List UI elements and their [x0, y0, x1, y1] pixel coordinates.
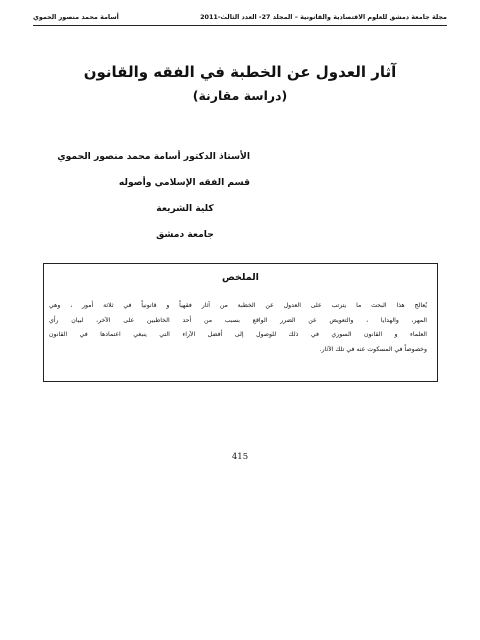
running-header: [33, 13, 447, 25]
header-author-name: أسامة محمد منصور الحموي: [33, 13, 119, 21]
journal-citation: مجلة جامعة دمشق للعلوم الاقتصادية والقانونية – المجلد 27- العدد الثالث-2011: [200, 13, 447, 21]
author-department: قسم الفقه الإسلامي وأصوله: [118, 177, 250, 188]
paper-subtitle: (دراسة مقارنة): [192, 88, 288, 103]
author-affiliation-block: [57, 150, 250, 254]
paper-title: آثار العدول عن الخطبة في الفقه والقانون: [83, 63, 397, 81]
author-faculty: كلية الشريعة: [156, 203, 214, 214]
abstract-heading: الملخص: [222, 272, 259, 283]
page-number: 415: [231, 452, 249, 462]
header-rule: [33, 25, 447, 26]
abstract-line: المهر، والهدايا ، والتعويض عن الضرر الواقع بسبب من أحد الخاطبين على الآخر، لبيان رأي: [49, 316, 427, 324]
abstract-text: [49, 299, 427, 357]
abstract-line: يُعالج هذا البحث ما يترتب على العدول عن الخطبة من آثار فقهياً و قانونياً في ثلاثة أمور ، وهي: [49, 302, 427, 309]
abstract-box: [43, 263, 438, 382]
abstract-line: العلماء و القانون السوري في ذلك للوصول إلى أفضل الآراء التي ينبغي اعتمادها في القانون: [49, 331, 427, 338]
author-university: جامعة دمشق: [156, 229, 214, 240]
abstract-line: وخصوصاً في المسكوت عنه في تلك الآثار.: [319, 345, 427, 353]
author-name: الأستاذ الدكتور أسامة محمد منصور الحموي: [57, 151, 250, 162]
